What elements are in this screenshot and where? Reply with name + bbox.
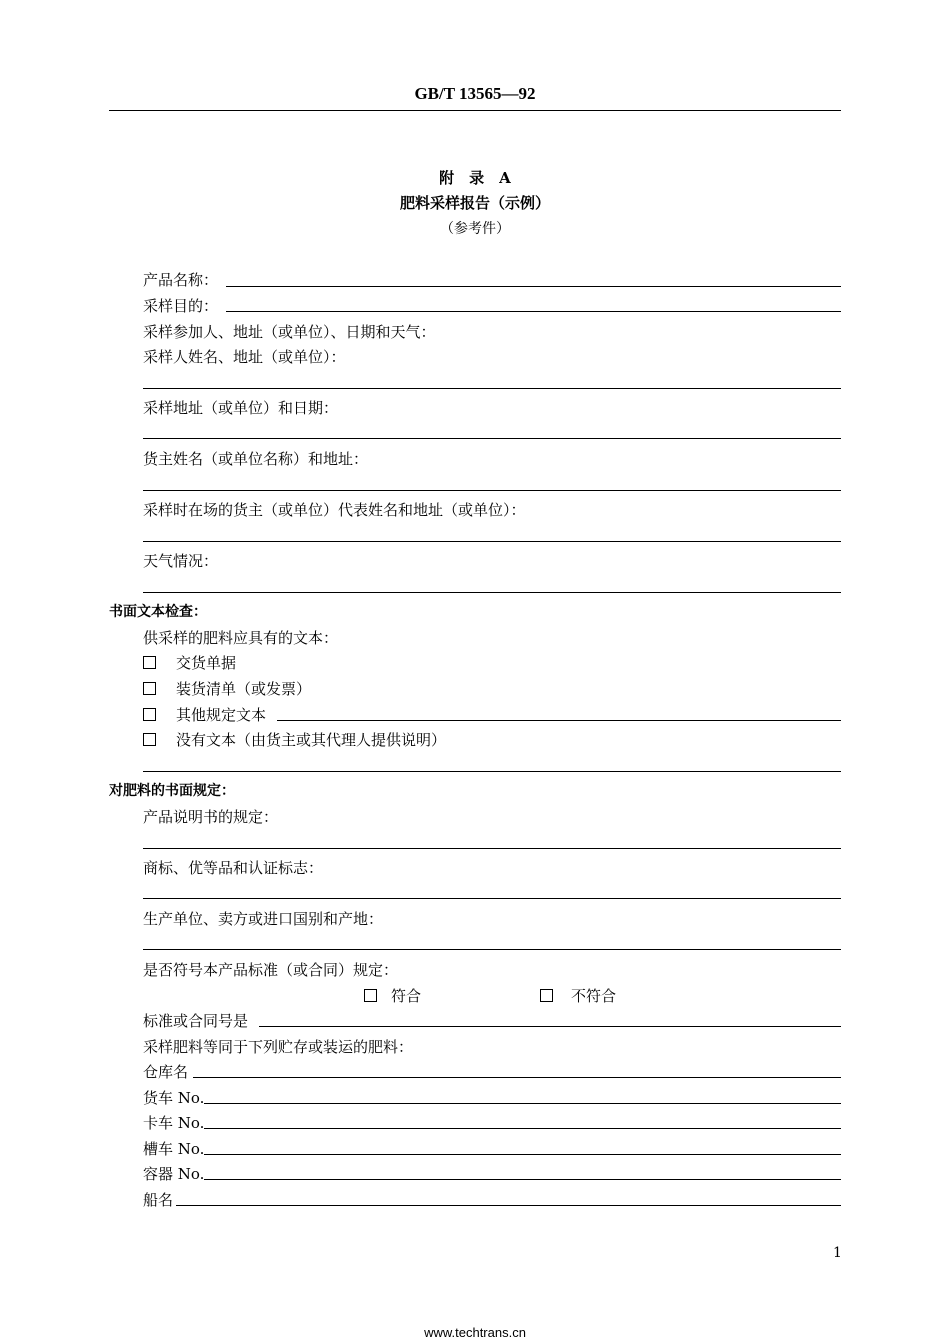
checkbox-icon[interactable] [364, 989, 377, 1002]
doc-none-line[interactable] [143, 771, 841, 772]
owner-rep-line[interactable] [143, 541, 841, 542]
specs-heading: 对肥料的书面规定： [109, 783, 235, 799]
manual-label: 产品说明书的规定： [143, 808, 279, 826]
doc-other-line[interactable] [277, 720, 841, 721]
appendix-label: 附 录 A [439, 169, 511, 187]
producer-label: 生产单位、卖方或进口国别和产地： [143, 910, 384, 928]
tank-car-line[interactable] [204, 1154, 841, 1155]
standard-code: GB/T 13565—92 [414, 84, 536, 103]
nonconform-label: 不符合 [571, 987, 617, 1005]
ship-line[interactable] [176, 1205, 841, 1206]
nonconform-option[interactable] [540, 985, 616, 1006]
checkbox-icon[interactable] [143, 682, 156, 695]
doc-option-label: 装货清单（或发票） [176, 680, 312, 698]
producer-line[interactable] [143, 949, 841, 950]
doc-option-label: 交货单据 [176, 654, 237, 672]
warehouse-line[interactable] [193, 1077, 841, 1078]
sampler-line[interactable] [143, 388, 841, 389]
container-label: 容器 No. [143, 1165, 205, 1183]
sampler-label: 采样人姓名、地址（或单位）： [143, 348, 346, 366]
tank-car-label: 槽车 No. [143, 1140, 205, 1158]
checkbox-icon[interactable] [540, 989, 553, 1002]
place-date-line[interactable] [143, 438, 841, 439]
trademark-line[interactable] [143, 898, 841, 899]
doc-option-other[interactable] [143, 704, 266, 725]
footer-url[interactable]: www.techtrans.cn [424, 1325, 526, 1340]
checkbox-icon[interactable] [143, 733, 156, 746]
page-number: 1 [833, 1245, 842, 1261]
appendix-note: （参考件） [440, 221, 510, 237]
doc-option-delivery[interactable] [143, 652, 236, 673]
place-date-label: 采样地址（或单位）和日期： [143, 399, 339, 417]
standard-no-line[interactable] [259, 1026, 841, 1027]
owner-label: 货主姓名（或单位名称）和地址： [143, 450, 369, 468]
checkbox-icon[interactable] [143, 708, 156, 721]
documents-intro: 供采样的肥料应具有的文本： [143, 629, 339, 647]
weather-line[interactable] [143, 592, 841, 593]
conform-label: 符合 [391, 987, 422, 1005]
header-rule [109, 110, 841, 111]
product-name-label: 产品名称： [143, 271, 219, 289]
standard-no-label: 标准或合同号是 [143, 1012, 249, 1030]
manual-line[interactable] [143, 848, 841, 849]
compliance-label: 是否符号本产品标准（或合同）规定： [143, 961, 399, 979]
weather-label: 天气情况： [143, 552, 219, 570]
purpose-line[interactable] [226, 311, 841, 312]
freight-car-line[interactable] [204, 1103, 841, 1104]
doc-option-label: 没有文本（由货主或其代理人提供说明） [176, 731, 447, 749]
doc-option-packing-list[interactable] [143, 678, 311, 699]
trademark-label: 商标、优等品和认证标志： [143, 859, 324, 877]
equivalent-label: 采样肥料等同于下列贮存或装运的肥料： [143, 1038, 414, 1056]
purpose-label: 采样目的： [143, 297, 219, 315]
doc-option-none[interactable] [143, 729, 446, 750]
doc-option-label: 其他规定文本 [176, 706, 267, 724]
warehouse-label: 仓库名 [143, 1063, 189, 1081]
truck-line[interactable] [204, 1128, 841, 1129]
truck-label: 卡车 No. [143, 1114, 205, 1132]
appendix-title: 肥料采样报告（示例） [399, 194, 550, 212]
container-line[interactable] [204, 1179, 841, 1180]
freight-car-label: 货车 No. [143, 1089, 205, 1107]
owner-rep-label: 采样时在场的货主（或单位）代表姓名和地址（或单位）： [143, 501, 526, 519]
ship-label: 船名 [143, 1191, 174, 1209]
documents-heading: 书面文本检查： [109, 604, 207, 620]
owner-line[interactable] [143, 490, 841, 491]
checkbox-icon[interactable] [143, 656, 156, 669]
conform-option[interactable] [364, 985, 421, 1006]
product-name-line[interactable] [226, 286, 841, 287]
participants-label: 采样参加人、地址（或单位）、日期和天气： [143, 323, 436, 341]
